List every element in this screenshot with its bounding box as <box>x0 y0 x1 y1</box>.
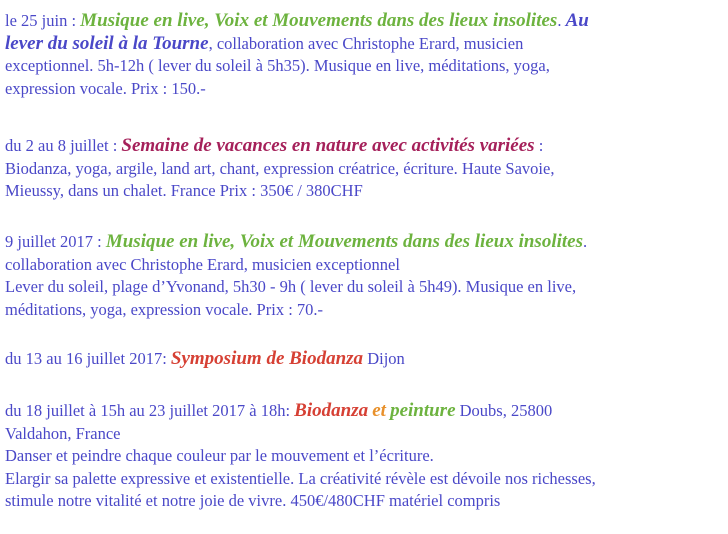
event-line <box>5 400 723 423</box>
event-date: le 25 juin : <box>5 11 81 30</box>
event-location: Valdahon, France <box>5 423 121 443</box>
event-2-8-juillet <box>5 135 723 203</box>
event-date: du 18 juillet à 15h au 23 juillet 2017 à 18h: <box>5 401 295 420</box>
event-title-part: Biodanza <box>294 400 369 421</box>
event-text: Elargir sa palette expressive et existentielle. La créativité révèle est dévoile nos richesses, <box>5 468 596 488</box>
event-25-juin <box>5 10 723 100</box>
event-line <box>5 348 723 371</box>
event-18-23-juillet <box>5 400 723 513</box>
event-title: Musique en live, Voix et Mouvements dans des lieux insolites <box>80 10 558 31</box>
event-13-16-juillet <box>5 348 723 371</box>
event-title: Symposium de Biodanza <box>170 348 364 369</box>
event-price: stimule notre vitalité et notre joie de vivre. 450€/480CHF matériel compris <box>5 491 501 510</box>
event-title-part: peinture <box>390 400 456 421</box>
event-text: , collaboration avec Christophe Erard, musicien <box>208 33 524 53</box>
event-text: exceptionnel. 5h-12h ( lever du soleil à 5h35). Musique en live, méditations, yoga, <box>5 56 550 75</box>
event-line <box>5 33 723 56</box>
event-line <box>5 231 723 254</box>
event-text: Lever du soleil, plage d’Yvonand, 5h30 - 9h ( lever du soleil à 5h49). Musique en live, <box>5 277 577 296</box>
event-line <box>5 10 723 33</box>
event-text: Danser et peindre chaque couleur par le mouvement et l’écriture. <box>5 446 434 465</box>
event-subtitle: lever du soleil à la Tourne <box>5 32 209 54</box>
event-title: Musique en live, Voix et Mouvements dans des lieux insolites <box>105 231 583 252</box>
event-text: Biodanza, yoga, argile, land art, chant, expression créatrice, écriture. Haute Savoie, <box>5 158 555 178</box>
event-date: du 2 au 8 juillet : <box>5 136 122 155</box>
event-text: : <box>534 136 544 155</box>
event-text: collaboration avec Christophe Erard, musicien exceptionnel <box>5 254 400 274</box>
event-title-part: et <box>372 400 386 421</box>
event-9-juillet <box>5 231 723 321</box>
event-location: Dijon <box>363 349 405 368</box>
event-date: 9 juillet 2017 : <box>5 232 106 251</box>
event-date: du 13 au 16 juillet 2017: <box>5 349 171 368</box>
event-text: . <box>557 11 566 30</box>
event-text: . <box>583 232 588 251</box>
event-location: Doubs, 25800 <box>455 401 553 420</box>
event-price: méditations, yoga, expression vocale. Prix : 70.- <box>5 299 324 319</box>
event-title: Semaine de vacances en nature avec activités variées <box>121 135 535 156</box>
event-subtitle: Au <box>565 10 589 31</box>
event-price: Mieussy, dans un chalet. France Prix : 350€ / 380CHF <box>5 181 363 200</box>
event-line <box>5 135 723 158</box>
event-price: expression vocale. Prix : 150.- <box>5 78 206 98</box>
